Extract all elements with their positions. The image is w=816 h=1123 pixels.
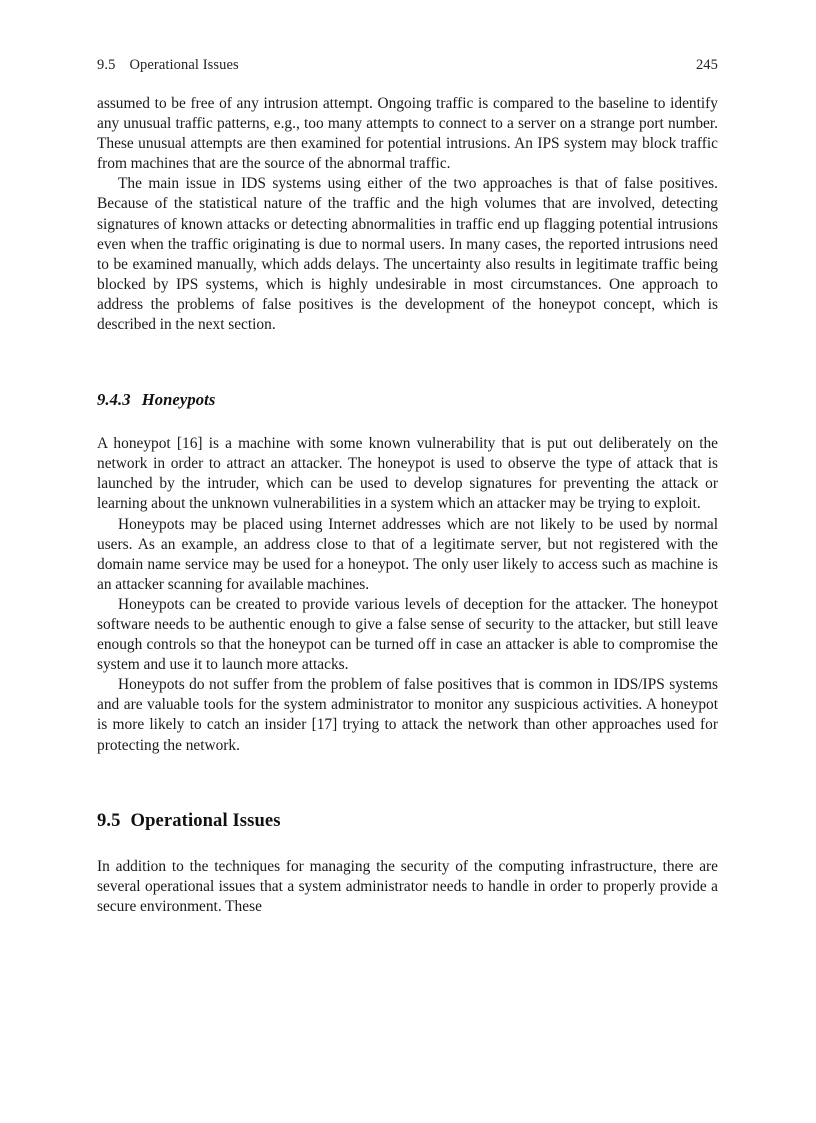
subsection-heading-title: Honeypots (141, 390, 216, 410)
running-header (97, 56, 718, 74)
spacer-before-section (97, 756, 718, 809)
spacer-after-section (97, 833, 718, 857)
subsection-heading-number: 9.4.3 (97, 390, 131, 410)
page-body (97, 94, 718, 917)
paragraph-honeypot-placement: Honeypots may be placed using Internet addresses which are not likely to be used by normal users. As an example, an address close to that of a legitimate server, but not registered with the domain name service may be used for a honeypot. The only user likely to access such as machine is an attacker scanning for available machines. (97, 515, 718, 593)
running-header-section-title: Operational Issues (129, 57, 239, 73)
subsection-heading-honeypots (97, 389, 718, 411)
page-number: 245 (695, 57, 718, 73)
spacer-after-subsection (97, 411, 718, 434)
paragraph-ongoing-traffic: assumed to be free of any intrusion attempt. Ongoing traffic is compared to the baseline to identify any unusual traffic patterns, e.g., too many attempts to connect to a server on a strange port number. These unusual attempts are then examined for potential intrusions. An IPS system may block traffic from machines that are the source of the abnormal traffic. (97, 95, 718, 173)
paragraph-honeypot-definition: A honeypot [16] is a machine with some known vulnerability that is put out deliberately on the network in order to attract an attacker. The honeypot is used to observe the type of attack that is launched by the intruder, which can be used to develop signatures for preventing the attack or learning about the unknown vulnerabilities in a system which an attacker may be trying to exploit. (97, 435, 718, 513)
paragraph-operational-intro: In addition to the techniques for managing the security of the computing infrastructure, there are several operational issues that a system administrator needs to handle in order to properly provide a secure environment. These (97, 857, 718, 915)
paragraph-false-positives: The main issue in IDS systems using either of the two approaches is that of false positives. Because of the statistical nature of the traffic and the high volumes that are involved, detecting signatures of known attacks or detecting abnormalities in traffic end up flagging potential intrusions even when the traffic originating is due to normal users. In many cases, the reported intrusions need to be examined manually, which adds delays. The uncertainty also results in legitimate traffic being blocked by IPS systems, which is highly undesirable in most circumstances. One approach to address the problems of false positives is the development of the honeypot concept, which is described in the next section. (97, 175, 718, 334)
spacer-before-subsection (97, 335, 718, 389)
section-heading-number: 9.5 (97, 809, 121, 831)
running-header-section-number: 9.5 (97, 57, 116, 73)
running-header-left (97, 56, 239, 74)
paragraph-honeypot-benefits: Honeypots do not suffer from the problem of false positives that is common in IDS/IPS systems and are valuable tools for the system administrator to monitor any suspicious activities. A honeypot is more likely to catch an insider [17] trying to attack the network than other approaches used for protecting the network. (97, 676, 718, 754)
section-heading-title: Operational Issues (130, 809, 281, 831)
paragraph-honeypot-deception: Honeypots can be created to provide various levels of deception for the attacker. The honeypot software needs to be authentic enough to give a false sense of security to the attacker, but still leave enough controls so that the honeypot can be turned off in case an attacker is able to compromise the system and use it to launch more attacks. (97, 595, 718, 674)
section-heading-operational-issues (97, 809, 718, 833)
